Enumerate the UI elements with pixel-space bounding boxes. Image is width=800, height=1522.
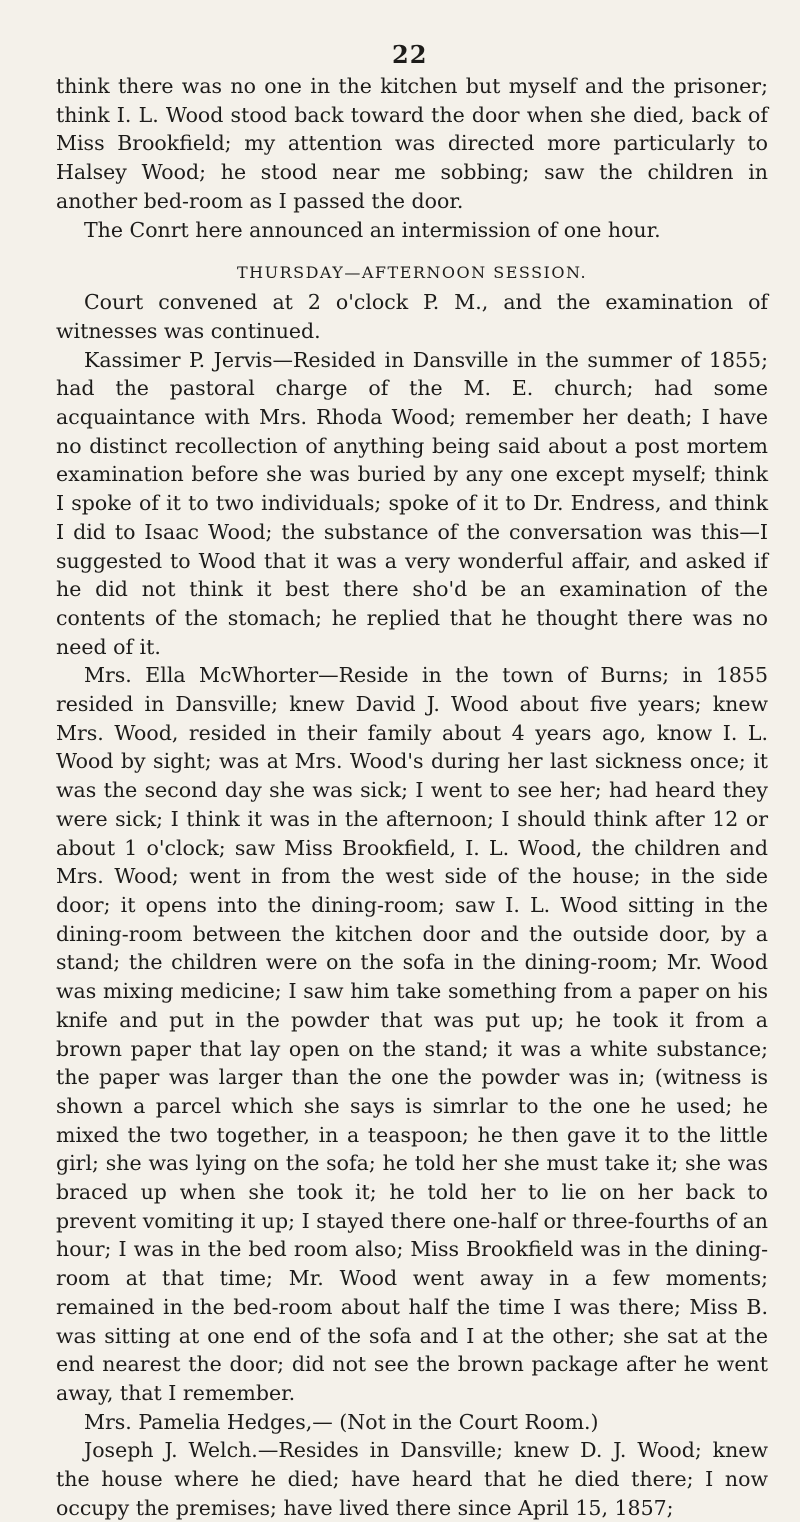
paragraph-court-convened: Court convened at 2 o'clock P. M., and the examination of witnesses was continued. — [56, 290, 768, 343]
page-number: 22 — [392, 40, 428, 69]
body-text — [56, 72, 768, 1522]
paragraph-intermission: The Conrt here announced an intermission of one hour. — [84, 217, 661, 242]
session-heading: THURSDAY—AFTERNOON SESSION. — [236, 263, 588, 283]
paragraph-wood-testimony-end: think there was no one in the kitchen but myself and the prisoner; think I. L. Wood stood back toward the door when she died, back of Miss Brookfield; my attention was directed more particularly to Halsey Wood; he stood near me sobbing; saw the children in another bed-room as I passed the door. — [56, 74, 768, 213]
paragraph-mcwhorter-testimony: Mrs. Ella McWhorter—Reside in the town of Burns; in 1855 resided in Dansville; knew David J. Wood about five years; knew Mrs. Wood, resided in their family about 4 years ago, know I. L. Wood by sight; was at Mrs. Wood's during her last sickness once; it was the second day she was sick; I went to see her; had heard they were sick; I think it was in the afternoon; I should think after 12 or about 1 o'clock; saw Miss Brookfield, I. L. Wood, the children and Mrs. Wood; went in from the west side of the house; in the side door; it opens into the dining-room; saw I. L. Wood sitting in the dining-room between the kitchen door and the outside door, by a stand; the children were on the sofa in the dining-room; Mr. Wood was mixing medicine; I saw him take something from a paper on his knife and put in the powder that was put up; he took it from a brown paper that lay open on the stand; it was a white substance; the paper was larger than the one the powder was in; (witness is shown a parcel which she says is simrlar to the one he used; he mixed the two together, in a teaspoon; he then gave it to the little girl; she was lying on the sofa; he told her she must take it; she was braced up when she took it; he told her to lie on her back to prevent vomiting it up; I stayed there one-half or three-fourths of an hour; I was in the bed room also; Miss Brookfield was in the dining-room at that time; Mr. Wood went away in a few moments; remained in the bed-room about half the time I was there; Miss B. was sitting at one end of the sofa and I at the other; she sat at the end nearest the door; did not see the brown package after he went away, that I remember. — [56, 663, 768, 1405]
paragraph-hedges-note: Mrs. Pamelia Hedges,— (Not in the Court Room.) — [84, 1409, 599, 1434]
paragraph-jervis-testimony: Kassimer P. Jervis—Resided in Dansville in the summer of 1855; had the pastoral charge of the M. E. church; had some acquaintance with Mrs. Rhoda Wood; remember her death; I have no distinct recollection of anything being said about a post mortem examination before she was buried by any one except myself; think I spoke of it to two individuals; spoke of it to Dr. Endress, and think I did to Isaac Wood; the substance of the conversation was this—I suggested to Wood that it was a very wonderful affair, and asked if he did not think it best there sho'd be an examination of the contents of the stomach; he replied that he thought there was no need of it. — [56, 347, 768, 659]
paragraph-welch-testimony: Joseph J. Welch.—Resides in Dansville; knew D. J. Wood; knew the house where he died; have heard that he died there; I now occupy the premises; have lived there since April 15, 1857; — [56, 1438, 768, 1520]
